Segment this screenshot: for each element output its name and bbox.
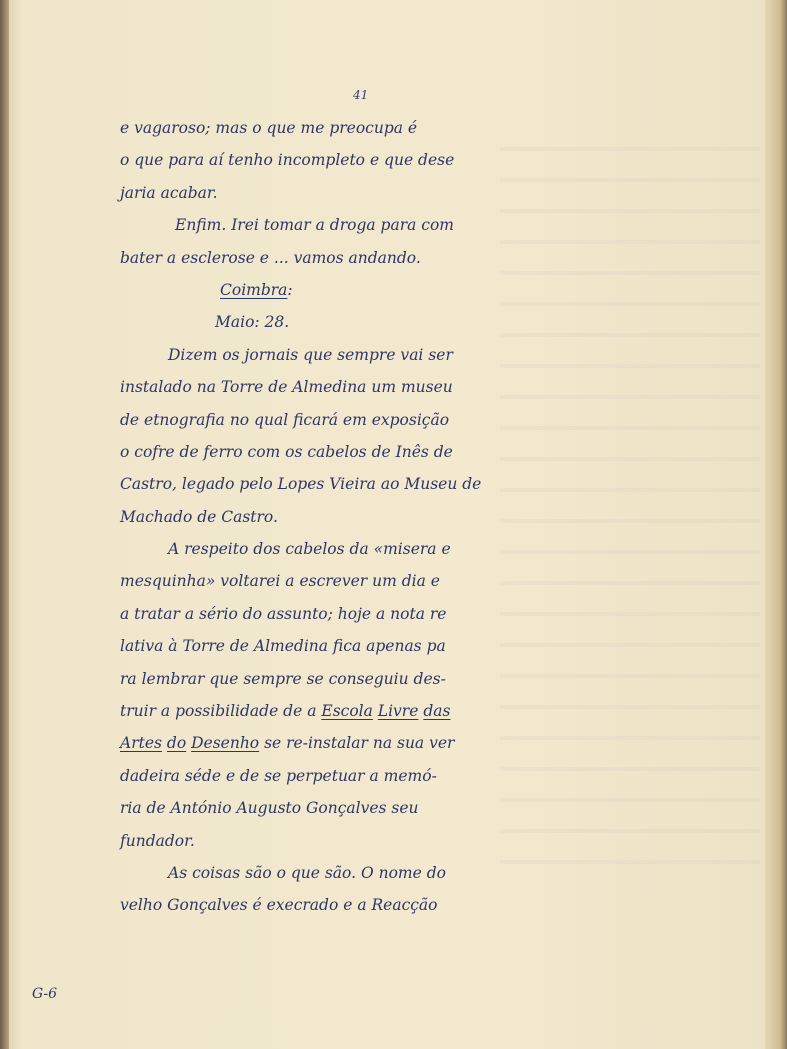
text-line-1: e vagaroso; mas o que me preocupa é (120, 119, 418, 137)
underlined-escola: Escola (321, 702, 373, 721)
text-line-10: de etnografia no qual ficará em exposição (120, 410, 450, 429)
underlined-artes: Artes (120, 734, 162, 753)
underlined-das: das (423, 702, 451, 721)
text-line-25: velho Gonçalves é execrado e a Reacção (120, 896, 438, 915)
text-line-21: dadeira séde e de se perpetuar a memó- (120, 766, 437, 785)
text-line-8: Dizem os jornais que sempre vai ser (168, 345, 453, 364)
text-line-5: bater a esclerose e ... vamos andando. (120, 248, 421, 267)
text-line-3: jaria acabar. (120, 183, 218, 202)
section-heading (120, 274, 625, 306)
text-line-13: Machado de Castro. (120, 507, 278, 526)
text-line-18: ra lembrar que sempre se conseguiu des- (120, 669, 446, 688)
text-line-19 (120, 695, 625, 727)
text-line-23: fundador. (120, 831, 195, 850)
page-binding-edge (0, 0, 9, 1049)
text-line-16: a tratar a sério do assunto; hoje a nota re (120, 604, 447, 623)
text-line-22: ria de António Augusto Gonçalves seu (120, 799, 419, 818)
catalog-mark: G-6 (32, 986, 58, 1002)
text-line-17: lativa à Torre de Almedina fica apenas pa (120, 637, 446, 656)
text-line-2: o que para aí tenho incompleto e que dese (120, 151, 455, 170)
heading-colon: : (287, 280, 293, 299)
text-line-20 (120, 727, 625, 759)
text-line-12: Castro, legado pelo Lopes Vieira ao Museu de (120, 475, 482, 494)
text-line-4: Enfim. Irei tomar a droga para com (175, 216, 454, 235)
text-line-20-end: se re-instalar na sua ver (259, 734, 455, 753)
text-line-19-start: truir a possibilidade de a (120, 702, 322, 721)
page-number: 41 (353, 88, 369, 102)
underlined-do: do (166, 734, 187, 753)
underlined-livre: Livre (377, 702, 419, 721)
text-line-11: o cofre de ferro com os cabelos de Inês de (120, 442, 453, 461)
heading-place: Coimbra (220, 280, 288, 299)
text-line-9: instalado na Torre de Almedina um museu (120, 378, 453, 397)
underlined-desenho: Desenho (191, 734, 260, 753)
page-right-edge (765, 0, 787, 1049)
text-line-15: mesquinha» voltarei a escrever um dia e (120, 572, 440, 591)
entry-date: Maio: 28. (215, 313, 290, 332)
handwritten-text (120, 112, 625, 922)
text-line-14: A respeito dos cabelos da «misera e (168, 540, 451, 559)
text-line-24: As coisas são o que são. O nome do (168, 863, 446, 882)
